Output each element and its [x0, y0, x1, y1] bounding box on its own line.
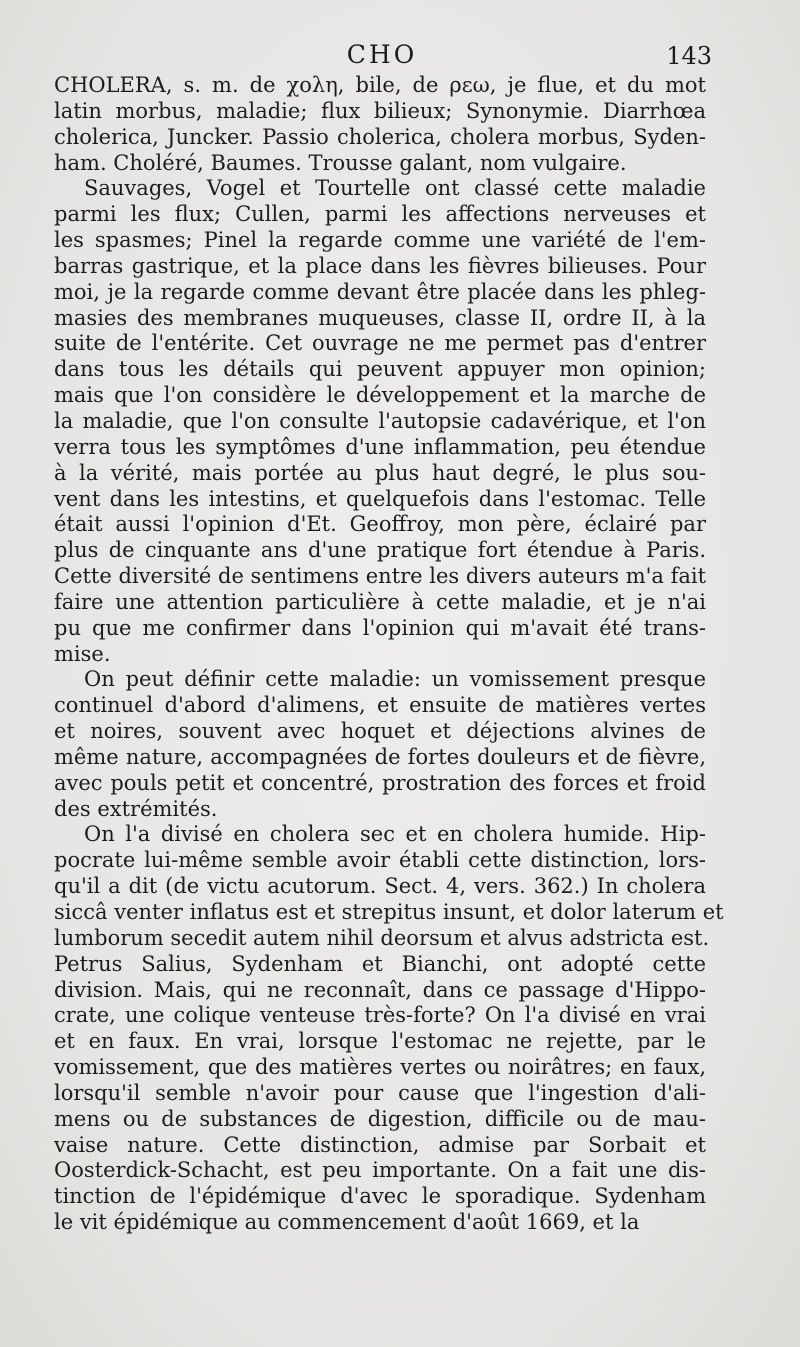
text-line: lumborum secedit autem nihil deorsum et alvus adstricta est. — [54, 925, 710, 950]
text-line: et en faux. En vrai, lorsque l'estomac ne rejette, par le — [54, 1029, 706, 1054]
page-number: 143 — [666, 42, 712, 70]
text-line: vaise nature. Cette distinction, admise par Sorbait et — [54, 1132, 706, 1157]
text-line: moi, je la regarde comme devant être placée dans les phleg- — [54, 279, 706, 304]
text-line: On peut définir cette maladie: un vomissement presque — [84, 667, 706, 692]
text-line: siccâ venter inflatus est et strepitus insunt, et dolor laterum et — [54, 900, 724, 924]
text-line: et noires, souvent avec hoquet et déjections alvines de — [54, 719, 706, 744]
text-line: les spasmes; Pinel la regarde comme une variété de l'em- — [54, 228, 706, 253]
text-line: ham. Choléré, Baumes. Trousse galant, nom vulgaire. — [54, 150, 627, 175]
running-head — [52, 40, 712, 74]
running-head-word: CHO — [346, 40, 418, 69]
text-line: était aussi l'opinion d'Et. Geoffroy, mon père, éclairé par — [54, 512, 706, 537]
text-line: le vit épidémique au commencement d'août 1669, et la — [54, 1210, 640, 1235]
text-line: mais que l'on considère le développement et la marche de — [54, 383, 706, 408]
text-line: latin morbus, maladie; flux bilieux; Synonymie. Diarrhœa — [54, 98, 706, 123]
text-line: On l'a divisé en cholera sec et en cholera humide. Hip- — [84, 822, 706, 847]
text-line: barras gastrique, et la place dans les fièvres bilieuses. Pour — [54, 253, 706, 278]
text-line: même nature, accompagnées de fortes douleurs et de fièvre, — [54, 744, 706, 769]
text-line: Petrus Salius, Sydenham et Bianchi, ont adopté cette — [54, 951, 706, 976]
text-line: masies des membranes muqueuses, classe II, ordre II, à la — [54, 305, 706, 330]
text-line: lorsqu'il semble n'avoir pour cause que l'ingestion d'ali- — [54, 1080, 706, 1105]
text-line: à la vérité, mais portée au plus haut degré, le plus sou- — [54, 460, 706, 485]
text-line: Sauvages, Vogel et Tourtelle ont classé cette maladie — [84, 176, 706, 201]
text-line: vomissement, que des matières vertes ou noirâtres; en faux, — [54, 1055, 706, 1080]
text-line: pocrate lui-même semble avoir établi cette distinction, lors- — [54, 848, 706, 873]
text-line: mens ou de substances de digestion, difficile ou de mau- — [54, 1106, 706, 1131]
text-line: cholerica, Juncker. Passio cholerica, cholera morbus, Syden- — [54, 124, 706, 149]
paragraph — [54, 822, 724, 1236]
paragraph — [54, 176, 706, 667]
text-line: CHOLERA, s. m. de χολη, bile, de ρεω, je flue, et du mot — [54, 73, 706, 97]
text-line: plus de cinquante ans d'une pratique fort étendue à Paris. — [54, 538, 706, 563]
text-line: avec pouls petit et concentré, prostration des forces et froid — [54, 770, 706, 795]
text-line: mise. — [54, 641, 111, 666]
text-line: Oosterdick-Schacht, est peu importante. On a fait une dis- — [54, 1158, 706, 1183]
text-line: pu que me confirmer dans l'opinion qui m'avait été trans- — [54, 615, 706, 640]
text-line: continuel d'abord d'alimens, et ensuite de matières vertes — [54, 693, 706, 718]
text-line: crate, une colique venteuse très-forte? On l'a divisé en vrai — [54, 1003, 706, 1028]
text-line: dans tous les détails qui peuvent appuyer mon opinion; — [54, 357, 706, 382]
paragraph — [54, 73, 706, 176]
text-line: division. Mais, qui ne reconnaît, dans ce passage d'Hippo- — [54, 977, 706, 1002]
text-line: parmi les flux; Cullen, parmi les affections nerveuses et — [54, 202, 706, 227]
text-line: des extrémités. — [54, 796, 218, 821]
text-line: tinction de l'épidémique d'avec le sporadique. Sydenham — [54, 1184, 706, 1209]
paragraph — [54, 667, 706, 822]
body-text — [54, 73, 724, 1236]
text-line: verra tous les symptômes d'une inflammation, peu étendue — [54, 434, 706, 459]
text-line: qu'il a dit (de victu acutorum. Sect. 4, vers. 362.) In cholera — [54, 874, 706, 899]
text-line: vent dans les intestins, et quelquefois dans l'estomac. Telle — [54, 486, 706, 511]
text-line: faire une attention particulière à cette maladie, et je n'ai — [54, 589, 706, 614]
text-line: Cette diversité de sentimens entre les divers auteurs m'a fait — [54, 564, 707, 589]
text-line: suite de l'entérite. Cet ouvrage ne me permet pas d'entrer — [54, 331, 706, 356]
text-line: la maladie, que l'on consulte l'autopsie cadavérique, et l'on — [54, 408, 706, 433]
